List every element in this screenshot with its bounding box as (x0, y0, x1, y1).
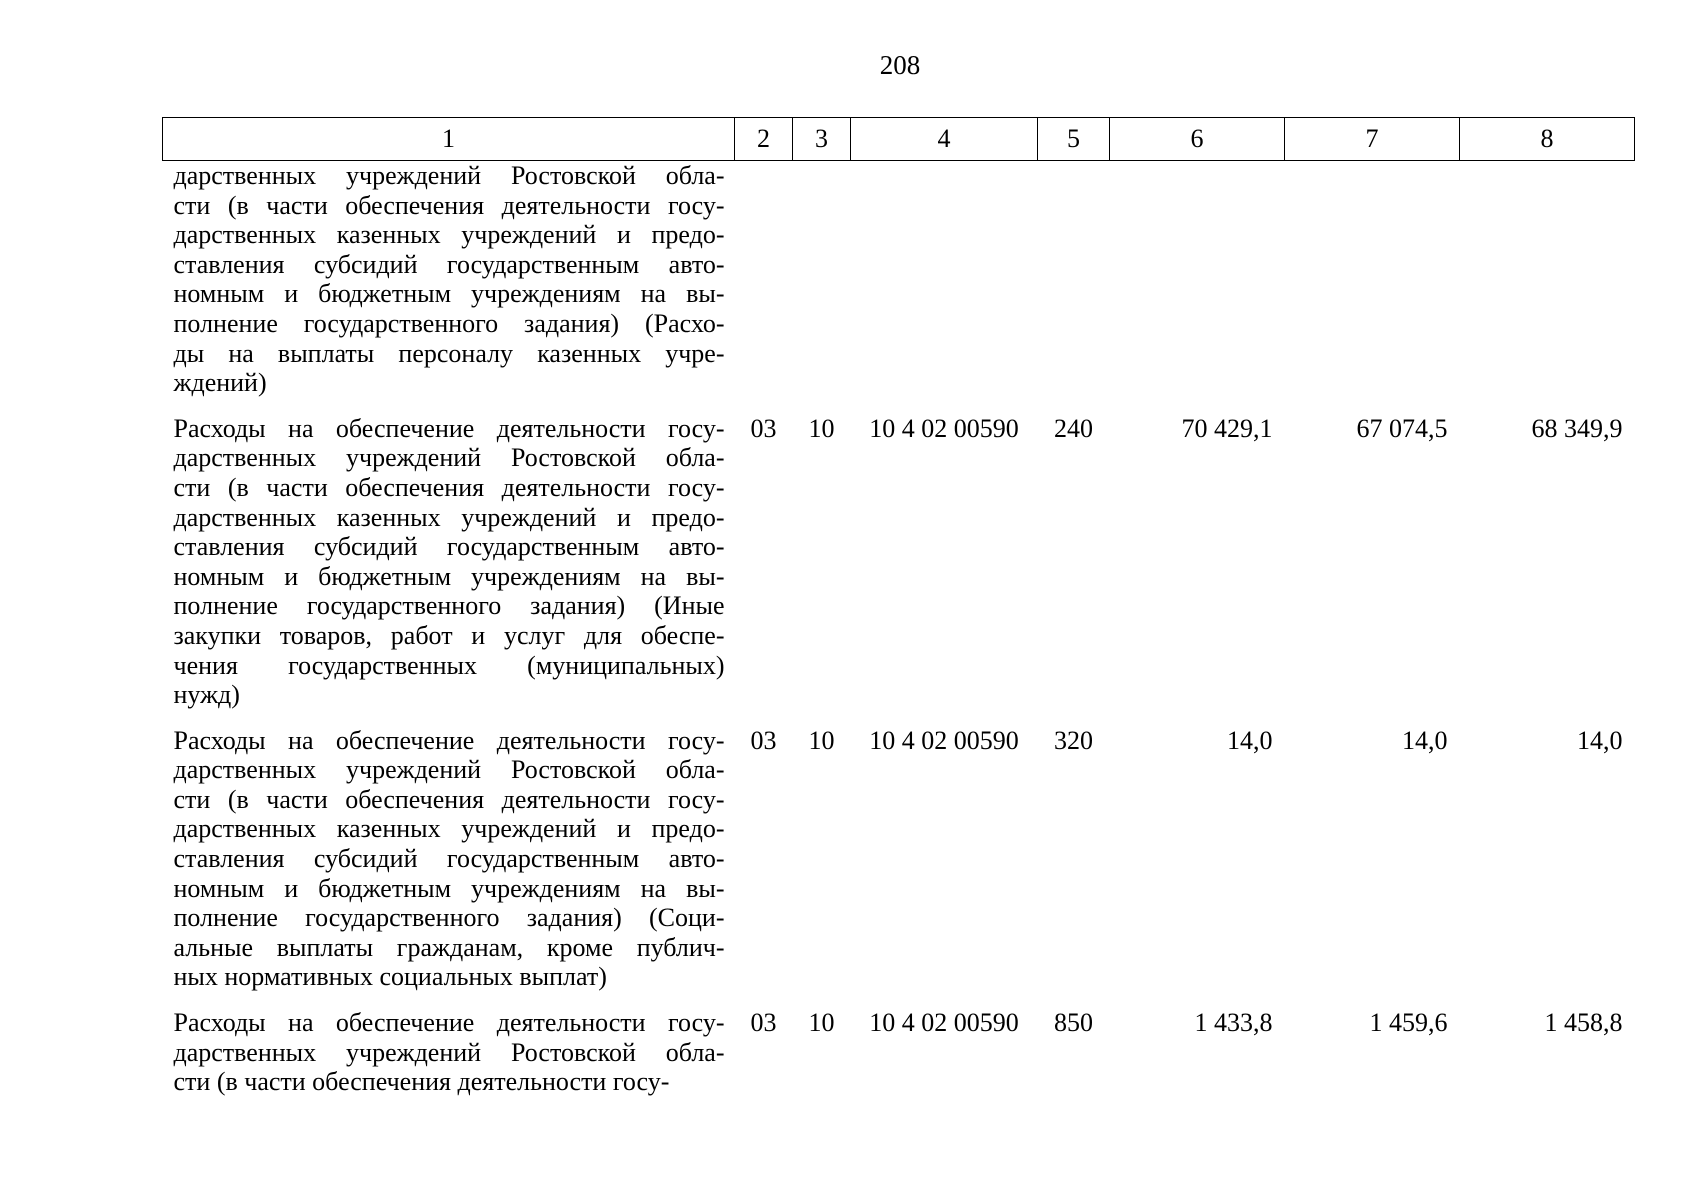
column-header: 4 (851, 118, 1038, 161)
description-line: альные выплаты гражданам, кроме публич- (173, 932, 725, 962)
description-line: номным и бюджетным учреждениям на вы- (173, 279, 725, 309)
column-header: 3 (793, 118, 851, 161)
budget-table (162, 117, 1635, 1097)
amount-year2-cell: 67 074,5 (1356, 413, 1448, 443)
description-line: сти (в части обеспечения деятельности госу- (173, 472, 725, 502)
amount-year3-cell: 68 349,9 (1531, 413, 1623, 443)
amount-year3-cell (1460, 161, 1635, 398)
section-code-cell: 03 (750, 725, 777, 755)
description-line: дарственных казенных учреждений и предо- (173, 814, 725, 844)
table-body (163, 161, 1635, 1097)
table-row (163, 992, 1635, 1097)
description-line: ставления субсидий государственным авто- (173, 249, 725, 279)
description-line: дарственных казенных учреждений и предо- (173, 502, 725, 532)
target-article-cell: 10 4 02 00590 (869, 1008, 1019, 1038)
expense-type-cell: 320 (1054, 725, 1093, 755)
amount-year1-cell: 70 429,1 (1181, 413, 1273, 443)
description-line: дарственных учреждений Ростовской обла- (173, 1037, 725, 1067)
description-line: номным и бюджетным учреждениям на вы- (173, 873, 725, 903)
description-line: полнение государственного задания) (Соци- (173, 903, 725, 933)
description-cell (163, 992, 735, 1097)
column-header: 5 (1038, 118, 1110, 161)
expense-type-cell: 850 (1054, 1008, 1093, 1038)
expense-type-cell: 240 (1054, 413, 1093, 443)
description-line: сти (в части обеспечения деятельности госу- (173, 784, 725, 814)
description-line: дарственных учреждений Ростовской обла- (173, 161, 725, 190)
table-row (163, 398, 1635, 710)
description-line: ставления субсидий государственным авто- (173, 532, 725, 562)
column-header: 8 (1460, 118, 1635, 161)
amount-year2-cell (1285, 161, 1460, 398)
subsection-code-cell: 10 (808, 1008, 835, 1038)
description-line: полнение государственного задания) (Иные (173, 591, 725, 621)
amount-year1-cell: 14,0 (1227, 725, 1273, 755)
table-header (163, 118, 1635, 161)
description-line: ставления субсидий государственным авто- (173, 844, 725, 874)
table-row (163, 710, 1635, 992)
description-line: ды на выплаты персоналу казенных учре- (173, 338, 725, 368)
section-code-cell: 03 (750, 413, 777, 443)
description-line: дарственных учреждений Ростовской обла- (173, 755, 725, 785)
column-header: 7 (1285, 118, 1460, 161)
amount-year1-cell (1110, 161, 1285, 398)
amount-year3-cell: 1 458,8 (1544, 1008, 1623, 1038)
description-line: ных нормативных социальных выплат) (173, 962, 607, 992)
header-row (163, 118, 1635, 161)
description-line: дарственных казенных учреждений и предо- (173, 220, 725, 250)
subsection-code-cell: 10 (808, 413, 835, 443)
subsection-code-cell: 10 (808, 725, 835, 755)
target-article-cell: 10 4 02 00590 (869, 725, 1019, 755)
description-line: сти (в части обеспечения деятельности госу- (173, 1067, 670, 1097)
description-line: сти (в части обеспечения деятельности госу- (173, 190, 725, 220)
description-line: Расходы на обеспечение деятельности госу- (173, 1008, 725, 1038)
target-article-cell (851, 161, 1038, 398)
column-header: 6 (1110, 118, 1285, 161)
amount-year2-cell: 1 459,6 (1369, 1008, 1448, 1038)
description-line: дарственных учреждений Ростовской обла- (173, 443, 725, 473)
page-number: 208 (879, 50, 921, 80)
table-row (163, 161, 1635, 398)
description-line: полнение государственного задания) (Расхо- (173, 308, 725, 338)
amount-year2-cell: 14,0 (1402, 725, 1448, 755)
description-line: Расходы на обеспечение деятельности госу- (173, 725, 725, 755)
amount-year1-cell: 1 433,8 (1194, 1008, 1273, 1038)
column-header: 2 (735, 118, 793, 161)
section-code-cell (735, 161, 793, 398)
target-article-cell: 10 4 02 00590 (869, 413, 1019, 443)
description-cell (163, 398, 735, 710)
description-line: чения государственных (муниципальных) (173, 650, 725, 680)
description-line: нужд) (173, 680, 240, 710)
subsection-code-cell (793, 161, 851, 398)
expense-type-cell (1038, 161, 1110, 398)
description-line: ждений) (173, 368, 267, 398)
description-cell (163, 161, 735, 398)
column-header: 1 (163, 118, 735, 161)
description-line: номным и бюджетным учреждениям на вы- (173, 561, 725, 591)
section-code-cell: 03 (750, 1008, 777, 1038)
description-line: закупки товаров, работ и услуг для обеспе- (173, 620, 725, 650)
description-cell (163, 710, 735, 992)
amount-year3-cell: 14,0 (1577, 725, 1623, 755)
description-line: Расходы на обеспечение деятельности госу- (173, 413, 725, 443)
